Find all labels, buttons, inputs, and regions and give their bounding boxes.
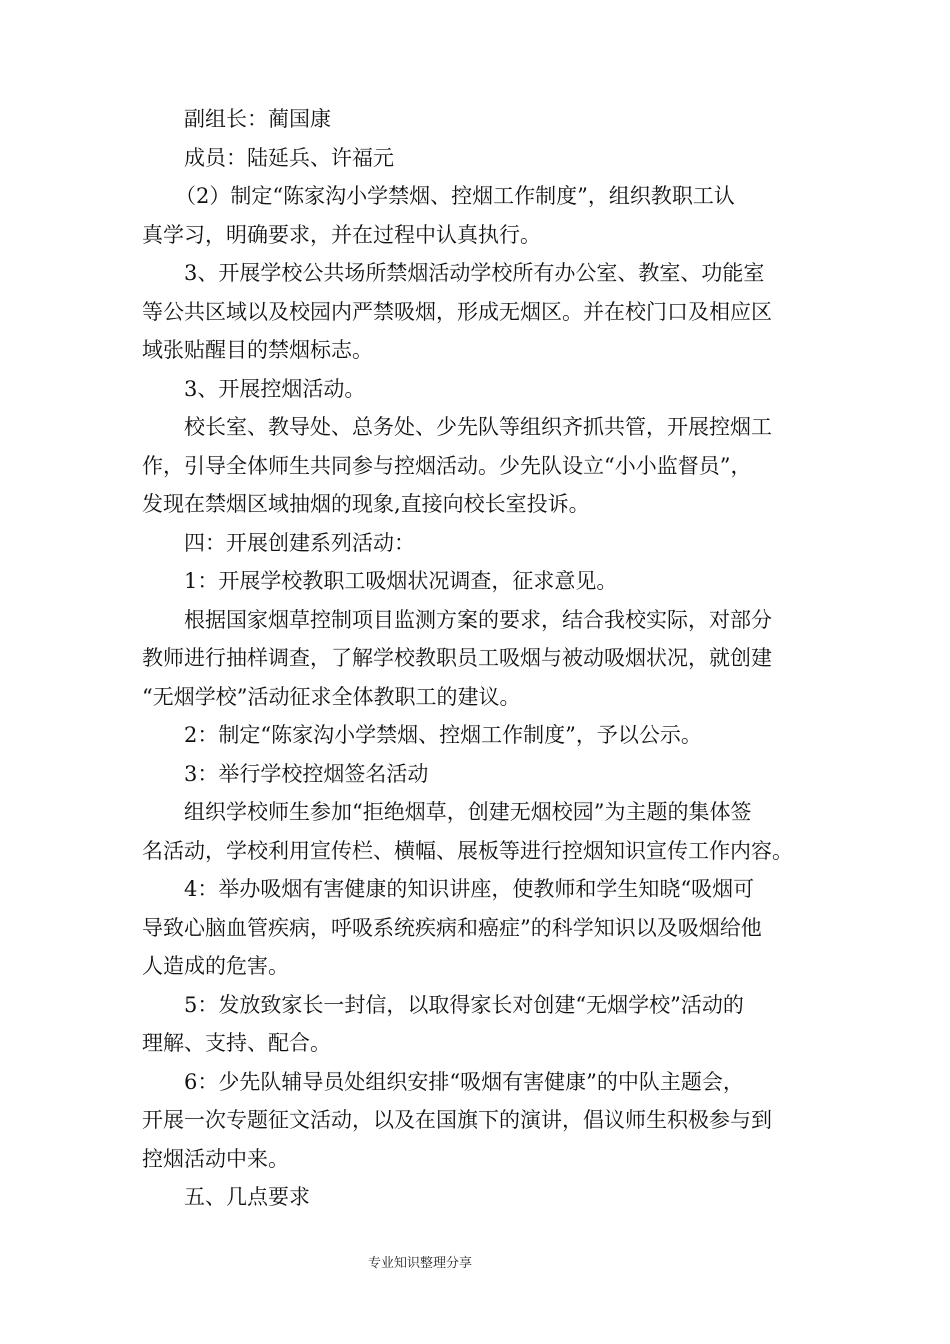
text-line: 等公共区域以及校园内严禁吸烟，形成无烟区。并在校门口及相应区 (142, 299, 772, 324)
text-line: 6：少先队辅导员处组织安排“吸烟有害健康”的中队主题会， (184, 1069, 744, 1094)
text-line: 副组长：蔺国康 (184, 107, 331, 131)
text-line: 3、开展控烟活动。 (184, 376, 366, 401)
text-line: 1：开展学校教职工吸烟状况调查，征求意见。 (184, 569, 618, 593)
text-line: 3、开展学校公共场所禁烟活动学校所有办公室、教室、功能室 (184, 261, 765, 285)
text-line: 四：开展创建系列活动： (184, 530, 415, 555)
document-body (142, 100, 832, 1217)
text-line: 3：举行学校控烟签名活动 (184, 761, 429, 786)
page-footer (0, 1255, 950, 1273)
text-line: 五、几点要求 (184, 1185, 310, 1209)
text-line: 导致心脑血管疾病，呼吸系统疾病和癌症”的科学知识以及吸烟给他 (142, 915, 762, 940)
text-line: 教师进行抽样调查，了解学校教职员工吸烟与被动吸烟状况，就创建 (142, 646, 772, 670)
text-line: 组织学校师生参加“拒绝烟草，创建无烟校园”为主题的集体签 (184, 800, 752, 824)
text-line: 发现在禁烟区域抽烟的现象,直接向校长室投诉。 (142, 492, 590, 516)
text-line: 校长室、教导处、总务处、少先队等组织齐抓共管，开展控烟工 (184, 415, 772, 439)
text-line: （2）制定“陈家沟小学禁烟、控烟工作制度”，组织教职工认 (175, 184, 735, 208)
text-line: 成员：陆延兵、许福元 (184, 145, 394, 170)
text-line: 控烟活动中来。 (142, 1146, 289, 1171)
text-line: 4：举办吸烟有害健康的知识讲座，使教师和学生知晓“吸烟可 (184, 877, 755, 901)
text-line: 域张贴醒目的禁烟标志。 (142, 338, 373, 362)
text-line: 开展一次专题征文活动，以及在国旗下的演讲，倡议师生积极参与到 (142, 1108, 772, 1132)
text-line: 作，引导全体师生共同参与控烟活动。少先队设立“小小监督员”， (142, 453, 752, 478)
text-line: 根据国家烟草控制项目监测方案的要求，结合我校实际，对部分 (184, 607, 772, 632)
footer-text: 专业知识整理分享 (367, 1256, 472, 1271)
text-line: 真学习，明确要求，并在过程中认真执行。 (142, 222, 541, 247)
text-line: 2：制定“陈家沟小学禁烟、控烟工作制度”，予以公示。 (184, 723, 702, 747)
text-line: 人造成的危害。 (142, 954, 289, 978)
text-line: “无烟学校”活动征求全体教职工的建议。 (142, 684, 521, 709)
text-line: 理解、支持、配合。 (142, 1031, 331, 1055)
text-line: 5：发放致家长一封信，以取得家长对创建“无烟学校”活动的 (184, 992, 744, 1017)
text-line: 名活动，学校利用宣传栏、横幅、展板等进行控烟知识宣传工作内容。 (142, 838, 793, 863)
